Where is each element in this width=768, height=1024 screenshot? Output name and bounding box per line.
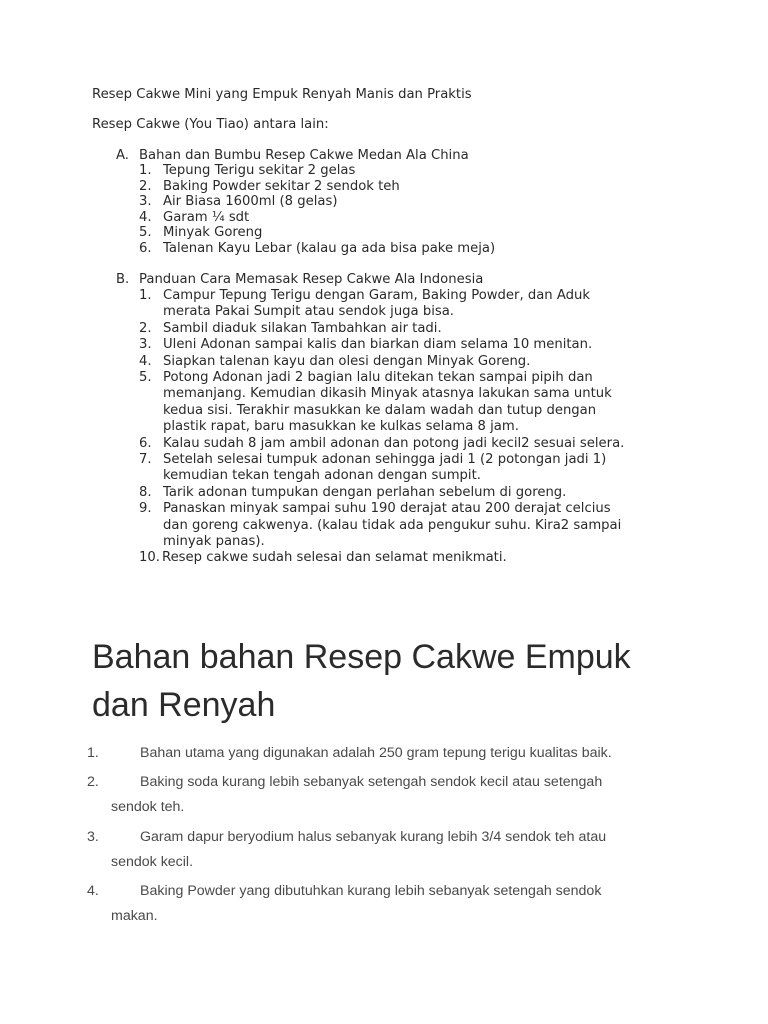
list-item-text: Setelah selesai tumpuk adonan sehingga jadi 1 (2 potongan jadi 1) — [163, 452, 607, 467]
list-item-text: Minyak Goreng — [163, 225, 263, 241]
list-item-number: 5. — [139, 225, 152, 241]
list-item-text: Baking Powder sekitar 2 sendok teh — [163, 178, 400, 194]
list-item-number: 4. — [139, 209, 152, 225]
list-item-text: Kalau sudah 8 jam ambil adonan dan potong jadi kecil2 sesuai selera. — [163, 435, 625, 451]
list-item-text: kedua sisi. Terakhir masukkan ke dalam wadah dan tutup dengan — [163, 402, 597, 418]
bahan-item-text: Bahan utama yang digunakan adalah 250 gram tepung terigu kualitas baik. — [140, 745, 612, 761]
bahan-item-number: 1. — [87, 745, 99, 761]
doc-intro: Resep Cakwe (You Tiao) antara lain: — [92, 117, 329, 132]
list-item-number: 6. — [139, 435, 152, 451]
list-item-text: Siapkan talenan kayu dan olesi dengan Minyak Goreng. — [163, 353, 531, 369]
list-item-text: Air Biasa 1600ml (8 gelas) — [163, 194, 338, 210]
list-item-text: Tarik adonan tumpukan dengan perlahan sebelum di goreng. — [163, 484, 567, 500]
list-item-number: 1. — [139, 163, 152, 178]
bahan-item-number: 3. — [87, 829, 99, 845]
list-item-text: Uleni Adonan sampai kalis dan biarkan diam selama 10 menitan. — [163, 337, 593, 353]
list-item-number: 1. — [139, 288, 152, 303]
list-item-number: 3. — [139, 337, 152, 353]
bahan-item-text-continued: makan. — [111, 908, 158, 924]
list-item-number: 5. — [139, 370, 152, 385]
list-item-text: Campur Tepung Terigu dengan Garam, Baking Powder, dan Aduk — [163, 288, 590, 303]
list-item-number: 3. — [139, 194, 152, 210]
list-item-text: minyak panas). — [163, 534, 265, 549]
section-b-marker: B. — [116, 272, 130, 287]
list-item-text: Garam ¼ sdt — [163, 209, 250, 225]
list-item-text: merata Pakai Sumpit atau sendok juga bisa. — [163, 304, 454, 320]
list-item-number: 8. — [139, 484, 152, 500]
list-item-number: 4. — [139, 353, 152, 369]
list-item-text: kemudian tekan tengah adonan dengan sumpit. — [163, 468, 481, 484]
list-item-text: plastik rapat, baru masukkan ke kulkas selama 8 jam. — [163, 419, 519, 435]
list-item-text: Potong Adonan jadi 2 bagian lalu ditekan tekan sampai pipih dan — [163, 370, 593, 385]
list-item-number: 2. — [139, 178, 152, 194]
list-item-number: 7. — [139, 452, 152, 467]
list-item-text: memanjang. Kemudian dikasih Minyak atasnya lakukan sama untuk — [163, 386, 612, 402]
bahan-heading-line-1: Bahan bahan Resep Cakwe Empuk — [92, 638, 631, 676]
section-b-title: Panduan Cara Memasak Resep Cakwe Ala Indonesia — [139, 272, 484, 287]
bahan-item-text-continued: sendok kecil. — [111, 854, 194, 870]
bahan-item-number: 4. — [87, 883, 99, 899]
bahan-item-text-continued: sendok teh. — [111, 799, 185, 815]
list-item-number: 2. — [139, 320, 152, 336]
list-item-text: Tepung Terigu sekitar 2 gelas — [163, 163, 356, 178]
bahan-item-text: Garam dapur beryodium halus sebanyak kurang lebih 3/4 sendok teh atau — [140, 829, 607, 845]
bahan-heading-line-2: dan Renyah — [92, 686, 276, 724]
list-item-text: Resep cakwe sudah selesai dan selamat menikmati. — [162, 550, 507, 566]
bahan-item-text: Baking soda kurang lebih sebanyak setengah sendok kecil atau setengah — [140, 774, 603, 790]
list-item-text: Sambil diaduk silakan Tambahkan air tadi. — [163, 320, 442, 336]
list-item-text: Panaskan minyak sampai suhu 190 derajat atau 200 derajat celcius — [163, 501, 611, 517]
bahan-item-number: 2. — [87, 774, 99, 790]
section-a-title: Bahan dan Bumbu Resep Cakwe Medan Ala China — [139, 148, 469, 163]
list-item-number: 9. — [139, 501, 152, 517]
doc-title: Resep Cakwe Mini yang Empuk Renyah Manis dan Praktis — [92, 87, 472, 102]
list-item-number: 6. — [139, 241, 152, 256]
list-item-number: 10. — [139, 550, 160, 566]
list-item-text: Talenan Kayu Lebar (kalau ga ada bisa pake meja) — [163, 241, 496, 256]
bahan-item-text: Baking Powder yang dibutuhkan kurang lebih sebanyak setengah sendok — [140, 883, 602, 899]
list-item-text: dan goreng cakwenya. (kalau tidak ada pengukur suhu. Kira2 sampai — [163, 517, 622, 533]
section-a-marker: A. — [116, 148, 129, 163]
